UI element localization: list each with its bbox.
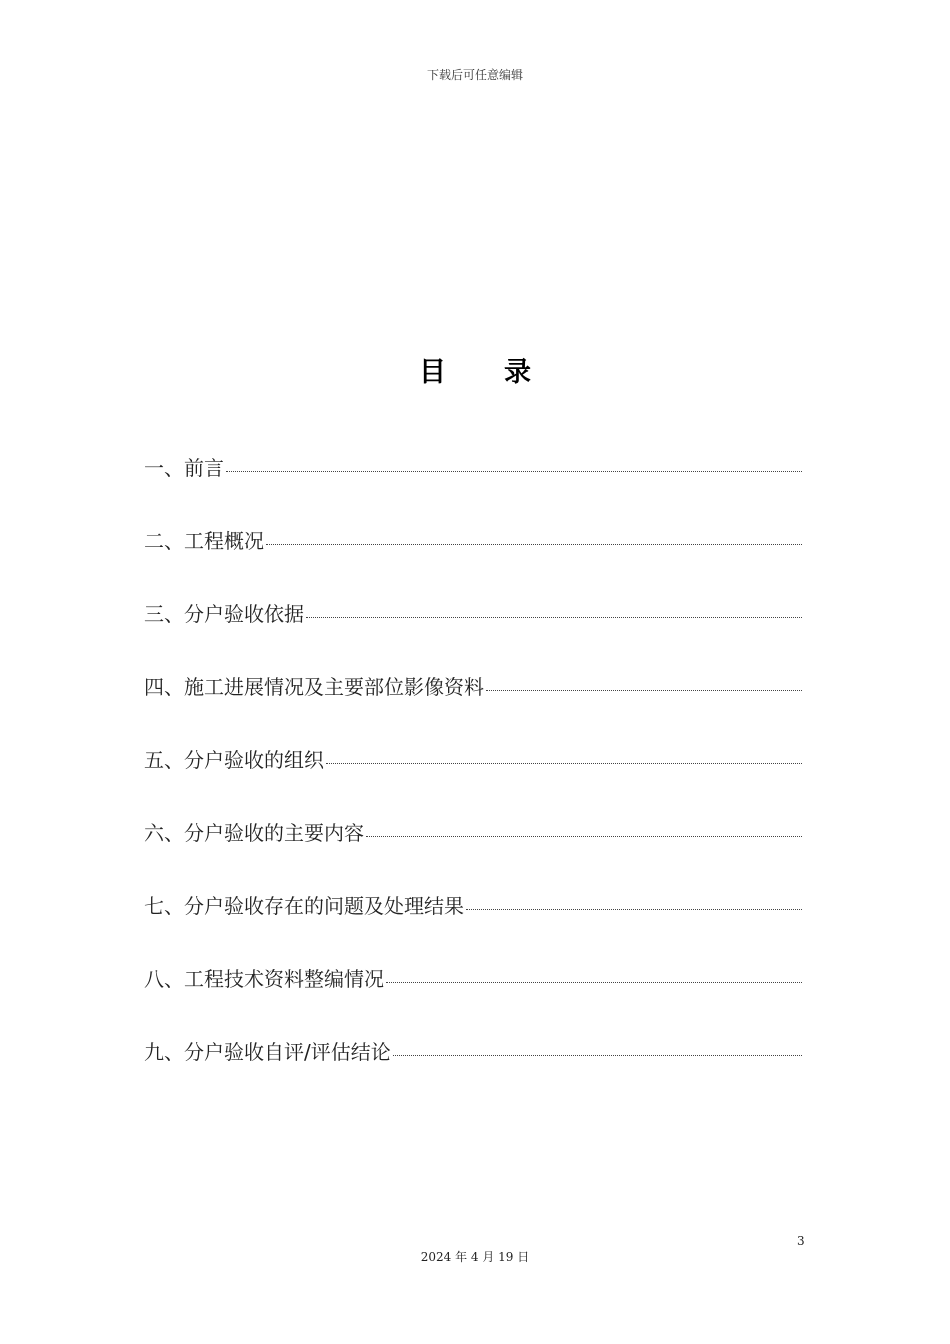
toc-entry-label: 八、工程技术资料整编情况 (144, 967, 384, 991)
toc-title: 目录 (419, 357, 589, 388)
toc-dot-leader (466, 909, 802, 910)
toc-entry-label: 九、分户验收自评/评估结论 (144, 1040, 391, 1064)
toc-entry[interactable] (144, 598, 802, 671)
toc-entry-label: 七、分户验收存在的问题及处理结果 (144, 894, 464, 918)
toc-entry[interactable] (144, 744, 802, 817)
toc-entry-label: 六、分户验收的主要内容 (144, 821, 364, 845)
toc-entry[interactable] (144, 963, 802, 1036)
toc-entry[interactable] (144, 525, 802, 598)
toc-entry[interactable] (144, 1036, 802, 1109)
toc-dot-leader (393, 1055, 802, 1056)
toc-dot-leader (386, 982, 802, 983)
footer-date: 2024 年 4 月 19 日 (420, 1250, 530, 1264)
toc-entry-label: 二、工程概况 (144, 529, 264, 553)
header-note: 下载后可任意编辑 (426, 68, 523, 82)
toc-dot-leader (306, 617, 802, 618)
toc-dot-leader (486, 690, 802, 691)
toc-entry[interactable] (144, 452, 802, 525)
toc-dot-leader (266, 544, 802, 545)
toc-entry[interactable] (144, 671, 802, 744)
toc-dot-leader (366, 836, 802, 837)
toc-entry[interactable] (144, 890, 802, 963)
page-number: 3 (797, 1234, 805, 1248)
toc-dot-leader (326, 763, 802, 764)
toc-entry-label: 五、分户验收的组织 (144, 748, 324, 772)
toc-entry-label: 四、施工进展情况及主要部位影像资料 (144, 675, 484, 699)
toc-entry[interactable] (144, 817, 802, 890)
toc-list (144, 452, 802, 1109)
toc-entry-label: 三、分户验收依据 (144, 602, 304, 626)
toc-entry-label: 一、前言 (144, 456, 224, 480)
toc-dot-leader (226, 471, 802, 472)
